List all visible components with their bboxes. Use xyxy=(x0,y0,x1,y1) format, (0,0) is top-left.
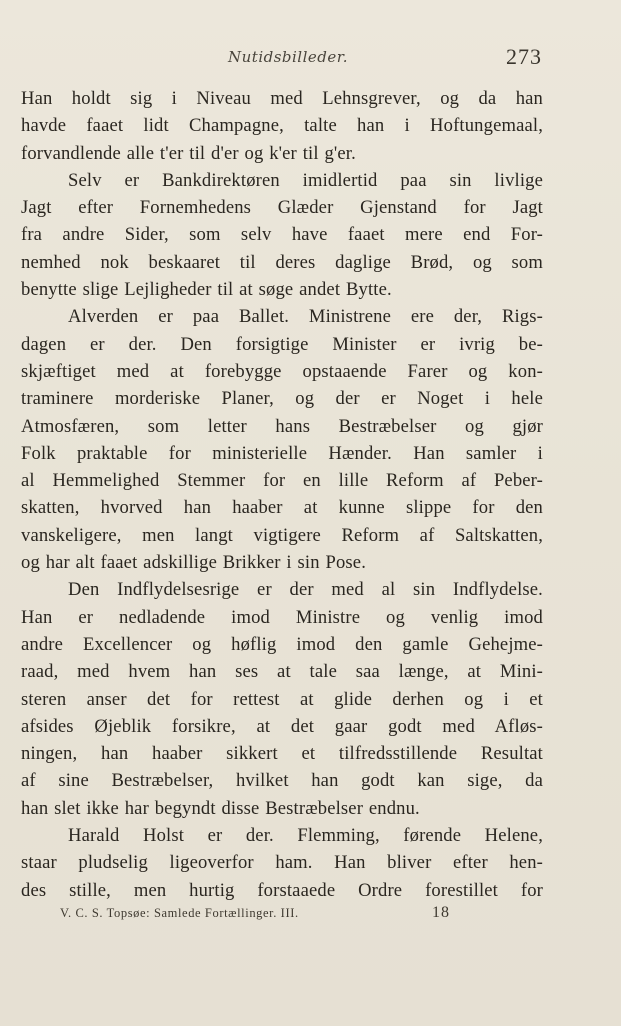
text-line: Selv er Bankdirektøren imidlertid paa sin livlige xyxy=(68,169,543,191)
page-number: 273 xyxy=(506,44,542,69)
text-line: andre Excellencer og høflig imod den gamle Gehejme- xyxy=(21,633,543,655)
text-line: og har alt faaet adskillige Brikker i sin Pose. xyxy=(21,552,367,574)
text-line: ningen, han haaber sikkert et tilfredsstillende Resultat xyxy=(21,743,543,765)
text-line: havde faaet lidt Champagne, talte han i Hoftungemaal, xyxy=(21,115,543,137)
text-line: Folk praktable for ministerielle Hænder. Han samler i xyxy=(21,442,543,464)
running-head xyxy=(0,44,621,74)
running-title: Nutidsbilleder. xyxy=(228,48,349,66)
page-footer xyxy=(0,902,621,932)
text-line: Jagt efter Fornemhedens Glæder Gjenstand for Jagt xyxy=(21,197,543,219)
text-line: Harald Holst er der. Flemming, førende Helene, xyxy=(68,825,543,847)
text-line: benytte slige Lejligheder til at søge andet Bytte. xyxy=(21,279,392,301)
sheet-number: 18 xyxy=(432,904,450,921)
text-line: steren anser det for rettest at glide derhen og i et xyxy=(21,688,543,710)
text-line: al Hemmelighed Stemmer for en lille Reform af Peber- xyxy=(21,470,543,492)
text-line: Atmosfæren, som letter hans Bestræbelser og gjør xyxy=(21,415,543,437)
text-line: nemhed nok beskaaret til deres daglige Brød, og som xyxy=(21,251,543,273)
text-line: Alverden er paa Ballet. Ministrene ere der, Rigs- xyxy=(68,306,543,328)
text-line: des stille, men hurtig forstaaede Ordre forestillet for xyxy=(21,879,543,901)
text-line: skatten, hvorved han haaber at kunne slippe for den xyxy=(21,497,543,519)
text-line: han slet ikke har begyndt disse Bestræbelser endnu. xyxy=(21,797,420,819)
text-line: raad, med hvem han ses at tale saa længe, at Mini- xyxy=(21,661,543,683)
text-line: staar pludselig ligeoverfor ham. Han bliver efter hen- xyxy=(21,852,543,874)
text-line: skjæftiget med at forebygge opstaaende Farer og kon- xyxy=(21,360,543,382)
text-line: traminere morderiske Planer, og der er Noget i hele xyxy=(21,388,543,410)
text-line: afsides Øjeblik forsikre, at det gaar godt med Afløs- xyxy=(21,715,543,737)
text-line: Han holdt sig i Niveau med Lehnsgrever, og da han xyxy=(21,88,543,109)
printer-signature: V. C. S. Topsøe: Samlede Fortællinger. III. xyxy=(60,906,299,920)
text-line: vanskeligere, men langt vigtigere Reform af Saltskatten, xyxy=(21,524,543,546)
text-line: forvandlende alle t'er til d'er og k'er til g'er. xyxy=(21,142,356,164)
text-line: fra andre Sider, som selv have faaet mere end For- xyxy=(21,224,543,246)
text-line: Den Indflydelsesrige er der med al sin Indflydelse. xyxy=(68,579,543,601)
body-text xyxy=(21,85,543,904)
text-line: af sine Bestræbelser, hvilket han godt kan sige, da xyxy=(21,770,543,792)
text-line: Han er nedladende imod Ministre og venlig imod xyxy=(21,606,543,628)
text-line: dagen er der. Den forsigtige Minister er ivrig be- xyxy=(21,333,543,355)
